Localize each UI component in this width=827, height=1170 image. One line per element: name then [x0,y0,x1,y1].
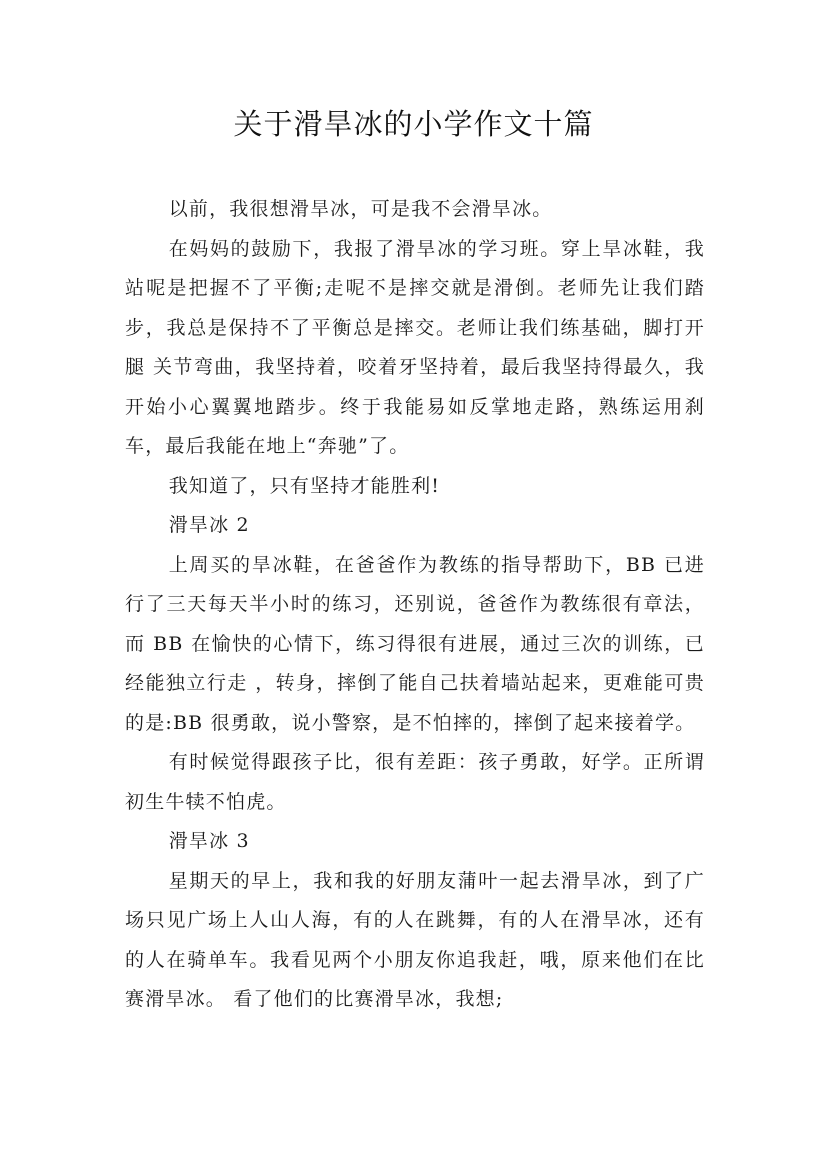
paragraph: 上周买的旱冰鞋，在爸爸作为教练的指导帮助下，BB 已进行了三天每天半小时的练习，还别说，爸爸作为教练很有章法，而 BB 在愉快的心情下，练习得很有进展，通过三次的训练，已经能独立行走 ，转身，摔倒了能自己扶着墙站起来，更难能可贵的是:BB 很勇敢，说小警察，是不怕摔的，摔倒了起来接着学。 [125,553,705,734]
paragraph: 在妈妈的鼓励下，我报了滑旱冰的学习班。穿上旱冰鞋，我站呢是把握不了平衡;走呢不是摔交就是滑倒。老师先让我们踏步，我总是保持不了平衡总是摔交。老师让我们练基础，脚打开腿 关节弯曲，我坚持着，咬着牙坚持着，最后我坚持得最久，我开始小心翼翼地踏步。终于我能易如反掌地走路，熟练运用刹车，最后我能在地上“奔驰”了。 [125,237,705,457]
paragraph: 有时候觉得跟孩子比，很有差距：孩子勇敢，好学。正所谓初生牛犊不怕虎。 [125,751,705,813]
section-heading: 滑旱冰 2 [168,514,250,536]
paragraph: 星期天的早上，我和我的好朋友蒲叶一起去滑旱冰，到了广场只见广场上人山人海，有的人在跳舞，有的人在滑旱冰，还有的人在骑单车。我看见两个小朋友你追我赶，哦，原来他们在比赛滑旱冰。 看了他们的比赛滑旱冰，我想; [125,869,705,1010]
paragraph: 我知道了，只有坚持才能胜利! [168,474,441,497]
document-body [125,190,705,1020]
paragraph: 以前，我很想滑旱冰，可是我不会滑旱冰。 [168,198,553,220]
document-title: 关于滑旱冰的小学作文十篇 [233,107,594,141]
section-heading: 滑旱冰 3 [168,830,250,852]
